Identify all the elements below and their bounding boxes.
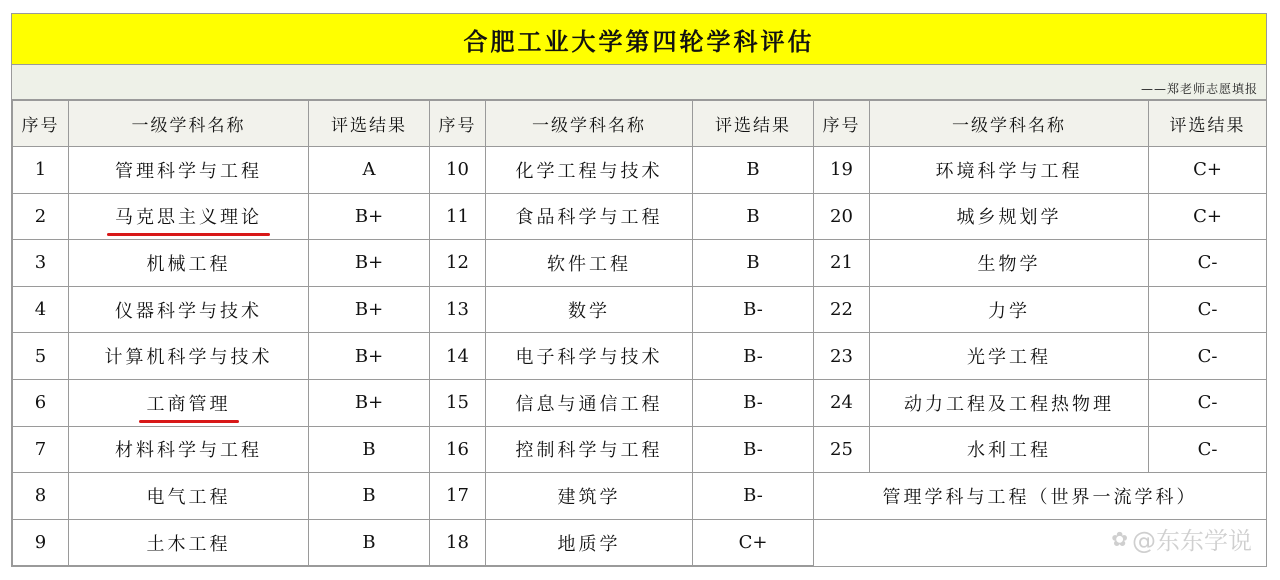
- grade-cell: B: [693, 147, 814, 194]
- discipline-name: 地质学: [486, 519, 693, 566]
- row-no: 10: [430, 147, 486, 194]
- row-no: 14: [430, 333, 486, 380]
- header-grade: 评选结果: [693, 101, 814, 147]
- row-no: 4: [13, 286, 69, 333]
- header-name: 一级学科名称: [69, 101, 309, 147]
- discipline-name: 建筑学: [486, 473, 693, 520]
- row-no: 1: [13, 147, 69, 194]
- discipline-name: 城乡规划学: [870, 193, 1149, 240]
- row-no: 9: [13, 519, 69, 566]
- table-row: [13, 473, 1267, 520]
- discipline-name: 数学: [486, 286, 693, 333]
- row-no: 21: [814, 240, 870, 287]
- row-no: 8: [13, 473, 69, 520]
- row-no: 2: [13, 193, 69, 240]
- header-grade: 评选结果: [1149, 101, 1267, 147]
- discipline-name: 化学工程与技术: [486, 147, 693, 194]
- grade-cell: B: [693, 240, 814, 287]
- grade-cell: B+: [309, 333, 430, 380]
- grade-cell: B+: [309, 286, 430, 333]
- discipline-name: [69, 193, 309, 240]
- author-note: ——郑老师志愿填报: [1140, 82, 1258, 96]
- row-no: 3: [13, 240, 69, 287]
- table-row: [13, 519, 1267, 566]
- grade-cell: C+: [693, 519, 814, 566]
- row-no: 23: [814, 333, 870, 380]
- grade-cell: C-: [1149, 379, 1267, 426]
- row-no: 12: [430, 240, 486, 287]
- discipline-name: 电子科学与技术: [486, 333, 693, 380]
- row-no: 7: [13, 426, 69, 473]
- discipline-name: [69, 379, 309, 426]
- header-name: 一级学科名称: [870, 101, 1149, 147]
- discipline-name: 计算机科学与技术: [69, 333, 309, 380]
- discipline-name: 食品科学与工程: [486, 193, 693, 240]
- header-row: [13, 101, 1267, 147]
- grade-cell: B+: [309, 379, 430, 426]
- watermark-logo-icon: ✿: [1111, 526, 1128, 551]
- discipline-name: 管理科学与工程: [69, 147, 309, 194]
- grade-cell: B-: [693, 473, 814, 520]
- grade-cell: C+: [1149, 147, 1267, 194]
- table-row: [13, 286, 1267, 333]
- grade-cell: C-: [1149, 240, 1267, 287]
- grade-cell: B+: [309, 240, 430, 287]
- row-no: 15: [430, 379, 486, 426]
- table-row: [13, 147, 1267, 194]
- row-no: 18: [430, 519, 486, 566]
- discipline-name: 仪器科学与技术: [69, 286, 309, 333]
- grade-cell: B+: [309, 193, 430, 240]
- discipline-name: 软件工程: [486, 240, 693, 287]
- grade-cell: C-: [1149, 286, 1267, 333]
- discipline-name: 力学: [870, 286, 1149, 333]
- table-row: [13, 426, 1267, 473]
- table-row: [13, 193, 1267, 240]
- grade-cell: B: [309, 473, 430, 520]
- row-no: 22: [814, 286, 870, 333]
- discipline-name: 机械工程: [69, 240, 309, 287]
- row-no: 6: [13, 379, 69, 426]
- discipline-table: [12, 100, 1267, 566]
- watermark-text: @东东学说: [1132, 527, 1252, 555]
- grade-cell: C-: [1149, 426, 1267, 473]
- header-no: 序号: [814, 101, 870, 147]
- row-no: 24: [814, 379, 870, 426]
- evaluation-sheet: [11, 13, 1267, 567]
- grade-cell: C+: [1149, 193, 1267, 240]
- row-no: 20: [814, 193, 870, 240]
- grade-cell: A: [309, 147, 430, 194]
- grade-cell: B-: [693, 333, 814, 380]
- row-no: 5: [13, 333, 69, 380]
- grade-cell: C-: [1149, 333, 1267, 380]
- table-row: [13, 333, 1267, 380]
- row-no: 16: [430, 426, 486, 473]
- discipline-name: 光学工程: [870, 333, 1149, 380]
- header-grade: 评选结果: [309, 101, 430, 147]
- row-no: 25: [814, 426, 870, 473]
- grade-cell: B-: [693, 379, 814, 426]
- grade-cell: B-: [693, 286, 814, 333]
- underlined-name: 马克思主义理论: [115, 203, 262, 229]
- discipline-name: 控制科学与工程: [486, 426, 693, 473]
- discipline-name: 材料科学与工程: [69, 426, 309, 473]
- discipline-name: 动力工程及工程热物理: [870, 379, 1149, 426]
- header-name: 一级学科名称: [486, 101, 693, 147]
- header-no: 序号: [430, 101, 486, 147]
- row-no: 19: [814, 147, 870, 194]
- discipline-name: 信息与通信工程: [486, 379, 693, 426]
- discipline-name: 土木工程: [69, 519, 309, 566]
- discipline-name: 环境科学与工程: [870, 147, 1149, 194]
- table-row: [13, 379, 1267, 426]
- grade-cell: B: [309, 426, 430, 473]
- underlined-name: 工商管理: [147, 390, 231, 416]
- grade-cell: B: [309, 519, 430, 566]
- discipline-name: 水利工程: [870, 426, 1149, 473]
- row-no: 13: [430, 286, 486, 333]
- world-class-note: 管理学科与工程（世界一流学科）: [814, 473, 1267, 520]
- row-no: 11: [430, 193, 486, 240]
- table-row: [13, 240, 1267, 287]
- watermark: [1111, 521, 1252, 556]
- header-no: 序号: [13, 101, 69, 147]
- row-no: 17: [430, 473, 486, 520]
- page-title: 合肥工业大学第四轮学科评估: [12, 14, 1266, 65]
- grade-cell: B: [693, 193, 814, 240]
- note-bar: [12, 65, 1266, 100]
- grade-cell: B-: [693, 426, 814, 473]
- discipline-name: 电气工程: [69, 473, 309, 520]
- discipline-name: 生物学: [870, 240, 1149, 287]
